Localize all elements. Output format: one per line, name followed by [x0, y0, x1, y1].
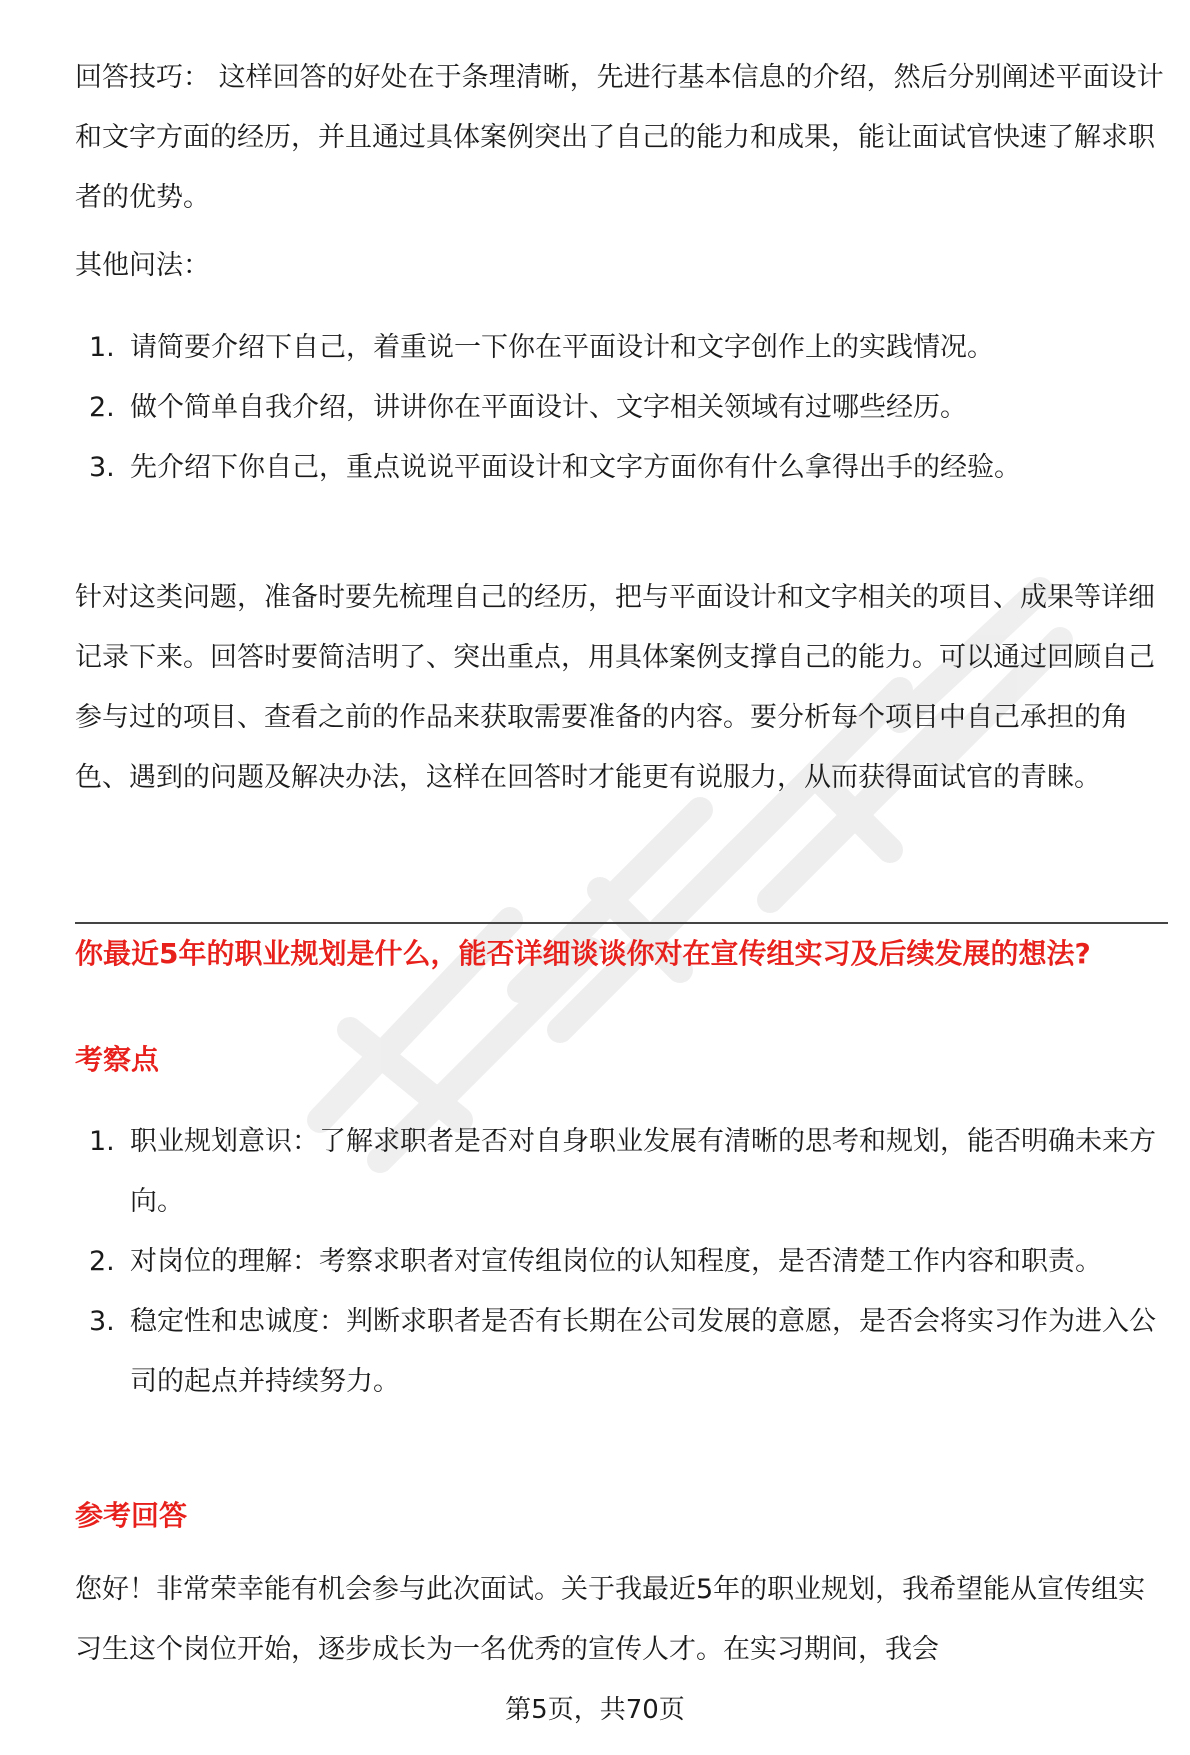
- list-item: [75, 318, 1165, 378]
- list-number: 1.: [89, 1126, 115, 1157]
- page-footer: 第5页，共70页: [505, 1695, 685, 1725]
- list-number: 2.: [89, 392, 115, 423]
- list-item: [75, 1232, 1165, 1292]
- list-number: 3.: [89, 1306, 115, 1337]
- other-asks-label: 其他问法：: [75, 250, 210, 281]
- list-item: [75, 438, 1165, 498]
- list-number: 1.: [89, 332, 115, 363]
- list-item-text: 对岗位的理解：考察求职者对宣传组岗位的认知程度，是否清楚工作内容和职责。: [130, 1246, 1102, 1277]
- answer-paragraph: 您好！非常荣幸能有机会参与此次面试。关于我最近5年的职业规划，我希望能从宣传组实习生这个岗位开始，逐步成长为一名优秀的宣传人才。在实习期间，我会: [75, 1574, 1146, 1665]
- answer-label: 参考回答: [75, 1499, 188, 1532]
- assessment-list: [75, 1112, 1165, 1412]
- question-heading: 你最近5年的职业规划是什么，能否详细谈谈你对在宣传组实习及后续发展的想法?: [75, 937, 1091, 970]
- section-divider: [75, 922, 1168, 924]
- list-item: [75, 1112, 1165, 1232]
- assessment-label: 考察点: [75, 1043, 160, 1076]
- prep-paragraph: 针对这类问题，准备时要先梳理自己的经历，把与平面设计和文字相关的项目、成果等详细记录下来。回答时要简洁明了、突出重点，用具体案例支撑自己的能力。可以通过回顾自己参与过的项目、查看之前的作品来获取需要准备的内容。要分析每个项目中自己承担的角色、遇到的问题及解决办法，这样在回答时才能更有说服力，从而获得面试官的青睐。: [75, 582, 1155, 793]
- list-item: [75, 1292, 1165, 1412]
- list-item-text: 做个简单自我介绍，讲讲你在平面设计、文字相关领域有过哪些经历。: [130, 392, 967, 423]
- list-number: 2.: [89, 1246, 115, 1277]
- intro-paragraph: 回答技巧： 这样回答的好处在于条理清晰，先进行基本信息的介绍，然后分别阐述平面设计和文字方面的经历，并且通过具体案例突出了自己的能力和成果，能让面试官快速了解求职者的优势。: [75, 62, 1164, 213]
- list-number: 3.: [89, 452, 115, 483]
- list-item-text: 稳定性和忠诚度：判断求职者是否有长期在公司发展的意愿，是否会将实习作为进入公司的起点并持续努力。: [130, 1306, 1156, 1397]
- other-asks-list: [75, 318, 1165, 498]
- list-item: [75, 378, 1165, 438]
- list-item-text: 先介绍下你自己，重点说说平面设计和文字方面你有什么拿得出手的经验。: [130, 452, 1021, 483]
- list-item-text: 职业规划意识：了解求职者是否对自身职业发展有清晰的思考和规划，能否明确未来方向。: [130, 1126, 1156, 1217]
- list-item-text: 请简要介绍下自己，着重说一下你在平面设计和文字创作上的实践情况。: [130, 332, 994, 363]
